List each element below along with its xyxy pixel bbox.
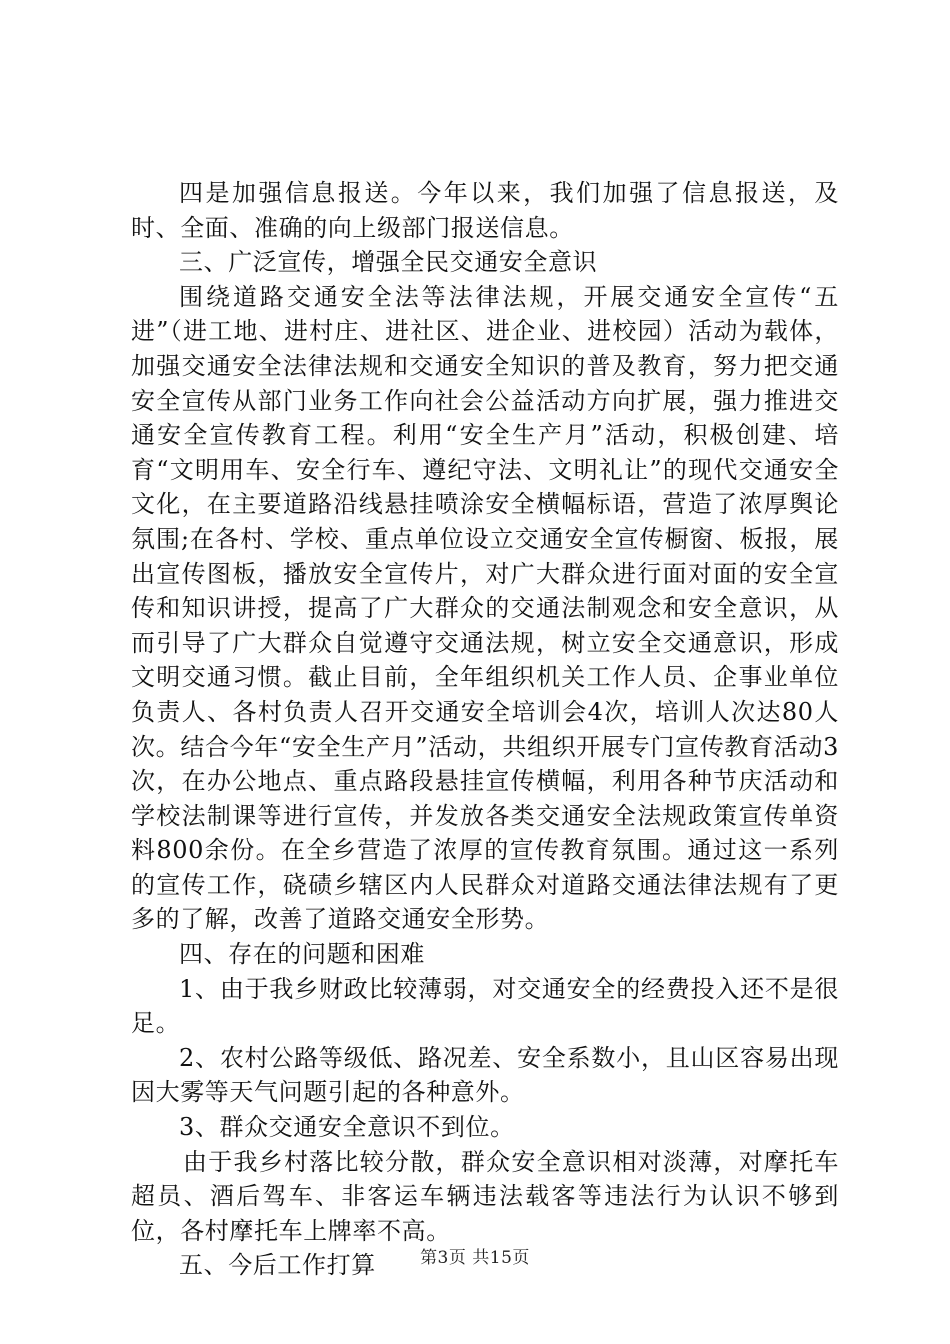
problem-item-2: 2、农村公路等级低、路况差、安全系数小，且山区容易出现因大雾等天气问题引起的各种意外。 <box>131 1043 839 1107</box>
paragraph-publicity-details: 围绕道路交通安全法等法律法规，开展交通安全宣传“五进”（进工地、进村庄、进社区、进企业、进校园）活动为载体，加强交通安全法律法规和交通安全知识的普及教育，努力把交通安全宣传从部门业务工作向社会公益活动方向扩展，强力推进交通安全宣传教育工程。利用“安全生产月”活动，积极创建、培育“文明用车、安全行车、遵纪守法、文明礼让”的现代交通安全文化，在主要道路沿线悬挂喷涂安全横幅标语，营造了浓厚舆论氛围;在各村、学校、重点单位设立交通安全宣传橱窗、板报，展出宣传图板，播放安全宣传片，对广大群众进行面对面的安全宣传和知识讲授，提高了广大群众的交通法制观念和安全意识，从而引导了广大群众自觉遵守交通法规，树立安全交通意识，形成文明交通习惯。截止目前，全年组织机关工作人员、企事业单位负责人、各村负责人召开交通安全培训会4次，培训人次达80人次。结合今年“安全生产月”活动，共组织开展专门宣传教育活动3次，在办公地点、重点路段悬挂宣传横幅，利用各种节庆活动和学校法制课等进行宣传，并发放各类交通安全法规政策宣传单资料800余份。在全乡营造了浓厚的宣传教育氛围。通过这一系列的宣传工作，硗碛乡辖区内人民群众对道路交通法律法规有了更多的了解，改善了道路交通安全形势。 <box>131 282 839 934</box>
paragraph-info-reporting: 四是加强信息报送。今年以来，我们加强了信息报送，及时、全面、准确的向上级部门报送信息。 <box>131 179 839 242</box>
paragraph-problem-explanation: 由于我乡村落比较分散，群众安全意识相对淡薄，对摩托车超员、酒后驾车、非客运车辆违法载客等违法行为认识不够到位，各村摩托车上牌率不高。 <box>131 1147 839 1245</box>
section-heading-publicity: 三、广泛宣传，增强全民交通安全意识 <box>179 248 598 277</box>
problem-item-3: 3、群众交通安全意识不到位。 <box>179 1113 515 1142</box>
problem-item-1: 1、由于我乡财政比较薄弱，对交通安全的经费投入还不是很足。 <box>131 974 839 1038</box>
section-heading-problems: 四、存在的问题和困难 <box>179 940 425 969</box>
section-heading-future-plans: 五、今后工作打算 <box>179 1251 376 1280</box>
document-body <box>131 176 839 1283</box>
page-number-footer: 第3页 共15页 <box>420 1248 530 1268</box>
